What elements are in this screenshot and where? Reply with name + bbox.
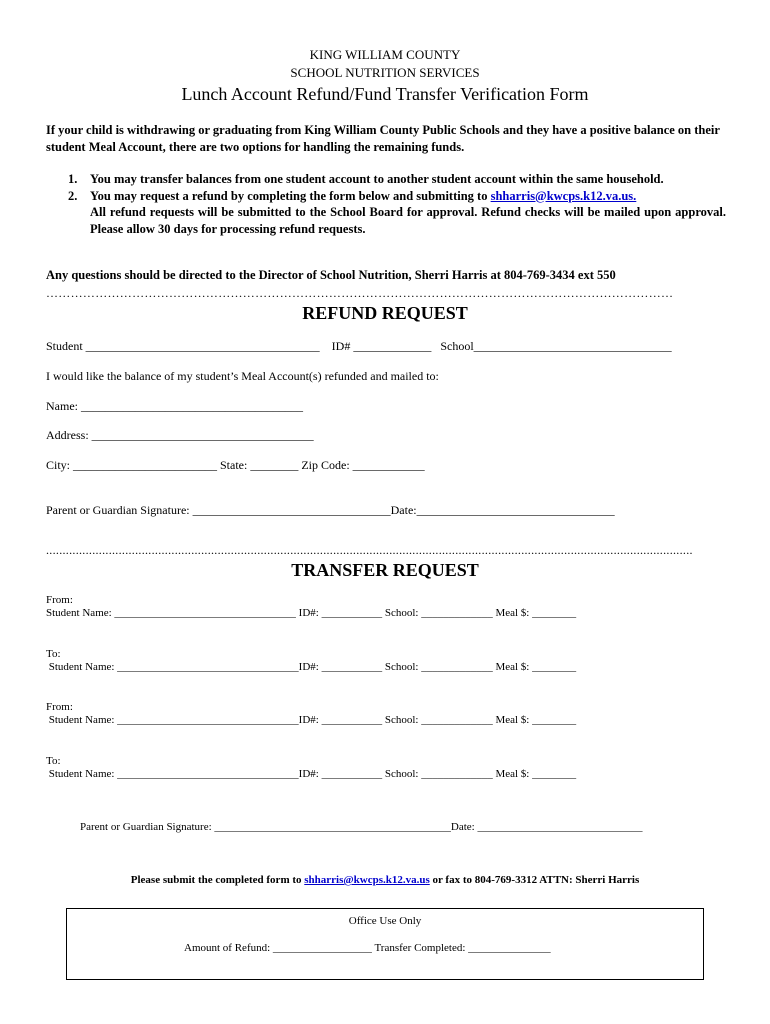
option-1: [46, 171, 726, 188]
intro-paragraph: If your child is withdrawing or graduating from King William County Public Schools and they have a positive balance on their student Meal Account, there are two options for handling the remaining funds.: [46, 123, 720, 154]
office-use-fields[interactable]: Amount of Refund: __________________ Transfer Completed: _______________: [184, 942, 551, 954]
submit-email-link[interactable]: shharris@kwcps.k12.va.us: [304, 874, 430, 886]
transfer-signature-date[interactable]: Parent or Guardian Signature: ___________________________________________Date: ______________________________: [80, 821, 643, 833]
questions-contact: Any questions should be directed to the Director of School Nutrition, Sherri Harris at 804-769-3434 ext 550: [46, 268, 616, 282]
transfer-to-label-1: To:: [46, 648, 61, 660]
transfer-from-line-2[interactable]: Student Name: _________________________________ID#: ___________ School: _____________ Meal $: ________: [46, 714, 577, 726]
submit-text-after: or fax to 804-769-3312 ATTN: Sherri Harris: [429, 874, 640, 886]
refund-signature-date[interactable]: Parent or Guardian Signature: _________________________________Date:_________________________________: [46, 503, 615, 517]
department-heading: SCHOOL NUTRITION SERVICES: [290, 65, 480, 80]
transfer-from-line-1[interactable]: Student Name: _________________________________ ID#: ___________ School: _____________ Meal $: ________: [46, 607, 577, 619]
option-2-text-after: All refund requests will be submitted to the School Board for approval. Refund checks will be mailed upon approval. Please allow 30 days for processing refund requests.: [90, 205, 726, 236]
submit-instructions: [0, 874, 770, 886]
option-1-text: You may transfer balances from one student account to another student account within the same household.: [90, 172, 664, 186]
office-use-box: [66, 908, 704, 980]
refund-student-line[interactable]: Student _______________________________________ ID# _____________ School_________________________________: [46, 339, 672, 353]
option-2: [46, 188, 726, 238]
divider-middle: ....................................................................................................................................................................................................: [46, 543, 693, 557]
refund-request-title: REFUND REQUEST: [302, 303, 468, 323]
refund-name-field[interactable]: Name: _____________________________________: [46, 399, 303, 413]
refund-balance-text: I would like the balance of my student’s Meal Account(s) refunded and mailed to:: [46, 369, 439, 383]
refund-address-field[interactable]: Address: _____________________________________: [46, 428, 314, 442]
transfer-to-line-2[interactable]: Student Name: _________________________________ID#: ___________ School: _____________ Meal $: ________: [46, 768, 577, 780]
option-2-number: 2.: [68, 188, 78, 203]
submit-text-before: Please submit the completed form to: [130, 874, 305, 886]
office-use-title: Office Use Only: [348, 915, 422, 927]
divider-top: ………………………………………………………………………………………………………………………………………: [46, 286, 674, 300]
option-2-text-before: You may request a refund by completing the form below and submitting to: [90, 188, 491, 203]
transfer-from-label-2: From:: [46, 701, 73, 713]
transfer-request-title: TRANSFER REQUEST: [291, 560, 479, 580]
transfer-to-label-2: To:: [46, 755, 61, 767]
county-heading: KING WILLIAM COUNTY: [309, 47, 461, 62]
options-list: [46, 171, 726, 237]
transfer-from-label-1: From:: [46, 594, 73, 606]
refund-city-state-zip[interactable]: City: ________________________ State: ________ Zip Code: ____________: [46, 458, 425, 472]
form-title: Lunch Account Refund/Fund Transfer Verification Form: [181, 84, 589, 104]
refund-email-link[interactable]: shharris@kwcps.k12.va.us.: [490, 188, 637, 203]
transfer-to-line-1[interactable]: Student Name: _________________________________ID#: ___________ School: _____________ Meal $: ________: [46, 661, 577, 673]
option-1-number: 1.: [68, 172, 78, 186]
